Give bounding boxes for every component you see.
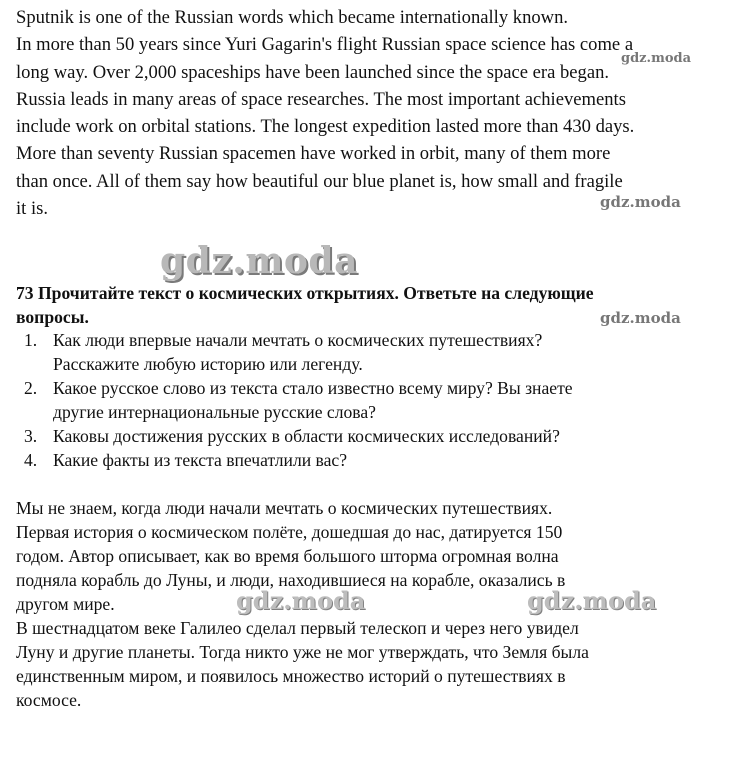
text-line: Первая история о космическом полёте, дошедшая до нас, датируется 150: [16, 522, 563, 542]
text-line: космосе.: [16, 690, 82, 710]
text-line: Луну и другие планеты. Тогда никто уже не мог утверждать, что Земля была: [16, 642, 589, 662]
question-text: Расскажите любую историю или легенду.: [53, 354, 363, 374]
question-text: другие интернациональные русские слова?: [53, 402, 376, 422]
list-item: [24, 376, 714, 424]
text-line: В шестнадцатом веке Галилео сделал первый телескоп и через него увидел: [16, 618, 579, 638]
list-item: [24, 448, 714, 472]
watermark: gdz.moda: [600, 193, 681, 211]
text-line: it is.: [16, 198, 49, 220]
text-line: подняла корабль до Луны, и люди, находившиеся на корабле, оказались в: [16, 570, 566, 590]
question-number: 4.: [24, 450, 38, 470]
question-text: Какое русское слово из текста стало известно всему миру? Вы знаете: [53, 378, 573, 398]
text-line: Russia leads in many areas of space researches. The most important achievements: [16, 88, 626, 110]
text-line: than once. All of them say how beautiful our blue planet is, how small and fragile: [16, 170, 623, 192]
watermark: gdz.moda: [600, 309, 681, 327]
text-line: In more than 50 years since Yuri Gagarin's flight Russian space science has come a: [16, 34, 634, 56]
heading-line: 73 Прочитайте текст о космических открытиях. Ответьте на следующие: [16, 283, 594, 303]
question-text: Каковы достижения русских в области космических исследований?: [53, 426, 560, 446]
question-number: 1.: [24, 330, 38, 350]
text-line: Sputnik is one of the Russian words which became internationally known.: [16, 7, 569, 28]
text-line: long way. Over 2,000 spaceships have been launched since the space era began.: [16, 61, 610, 83]
text-line: More than seventy Russian spacemen have worked in orbit, many of them more: [16, 143, 611, 165]
english-text: [16, 4, 716, 222]
list-item: [24, 424, 714, 448]
watermark: gdz.moda: [621, 51, 692, 66]
text-line: Мы не знаем, когда люди начали мечтать о космических путешествиях.: [16, 498, 553, 518]
list-item: [24, 328, 714, 376]
text-line: другом мире.: [16, 594, 115, 614]
question-number: 3.: [24, 426, 38, 446]
watermark: gdz.moda: [527, 586, 657, 615]
question-text: Как люди впервые начали мечтать о космических путешествиях?: [53, 330, 543, 350]
question-number: 2.: [24, 378, 38, 398]
question-text: Какие факты из текста впечатлили вас?: [53, 450, 348, 470]
question-list: [24, 328, 714, 472]
watermark: gdz.moda: [236, 586, 366, 615]
text-line: include work on orbital stations. The longest expedition lasted more than 430 days.: [16, 116, 635, 138]
heading-line: вопросы.: [16, 307, 89, 327]
text-line: единственным миром, и появилось множество историй о путешествиях в: [16, 666, 566, 686]
text-line: годом. Автор описывает, как во время большого шторма огромная волна: [16, 546, 559, 566]
watermark: gdz.moda: [160, 240, 358, 282]
